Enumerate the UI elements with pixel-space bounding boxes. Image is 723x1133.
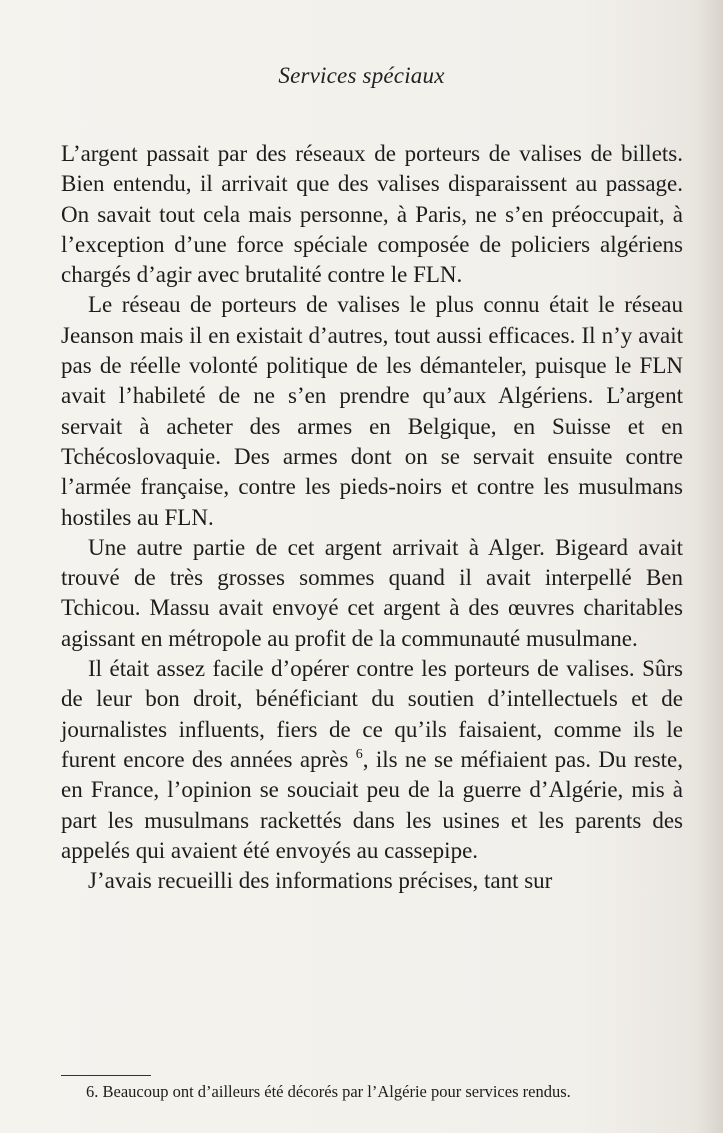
paragraph-2: Le réseau de porteurs de valises le plus connu était le réseau Jeanson mais il en existait d’autres, tout aussi efficaces. Il n’y avait pas de réelle volonté politique de les démanteler, puisque le FLN avait l’habileté de ne s’en prendre qu’aux Algériens. L’argent servait à acheter des armes en Belgique, en Suisse et en Tchécoslovaquie. Des armes dont on se servait ensuite contre l’armée française, contre les pieds-noirs et contre les musulmans hostiles au FLN. [61, 292, 683, 530]
body-text [61, 139, 683, 896]
paragraph-5: J’avais recueilli des informations précises, tant sur [88, 868, 553, 894]
running-head: Services spéciaux [278, 63, 445, 88]
paragraph-4 [61, 654, 683, 866]
footnote: 6. Beaucoup ont d’ailleurs été décorés par l’Algérie pour services rendus. [86, 1082, 571, 1101]
paragraph-4-before: Il était assez facile d’opérer contre les porteurs de valises. Sûrs de leur bon droit, bénéficiant du soutien d’intellectuels et de journalistes influents, fiers de ce qu’ils faisaient, comme ils le furent encore des années après [61, 656, 683, 772]
paragraph-4-after: , ils ne se méfiaient pas. Du reste, en France, l’opinion se souciait peu de la guerre d’Algérie, mis à part les musulmans rackettés dans les usines et les parents des appelés qui avaient été envoyés au cassepipe. [61, 746, 684, 863]
footnote-divider [61, 1075, 151, 1076]
paragraph-3: Une autre partie de cet argent arrivait à Alger. Bigeard avait trouvé de très grosses sommes quand il avait interpellé Ben Tchicou. Massu avait envoyé cet argent à des œuvres charitables agissant en métropole au profit de la communauté musulmane. [61, 534, 683, 651]
footnote-reference: 6 [355, 746, 363, 762]
paragraph-1: L’argent passait par des réseaux de porteurs de valises de billets. Bien entendu, il arrivait que des valises disparaissent au passage. On savait tout cela mais personne, à Paris, ne s’en préoccupait, à l’exception d’une force spéciale composée de policiers algériens chargés d’agir avec brutalité contre le FLN. [61, 141, 683, 288]
